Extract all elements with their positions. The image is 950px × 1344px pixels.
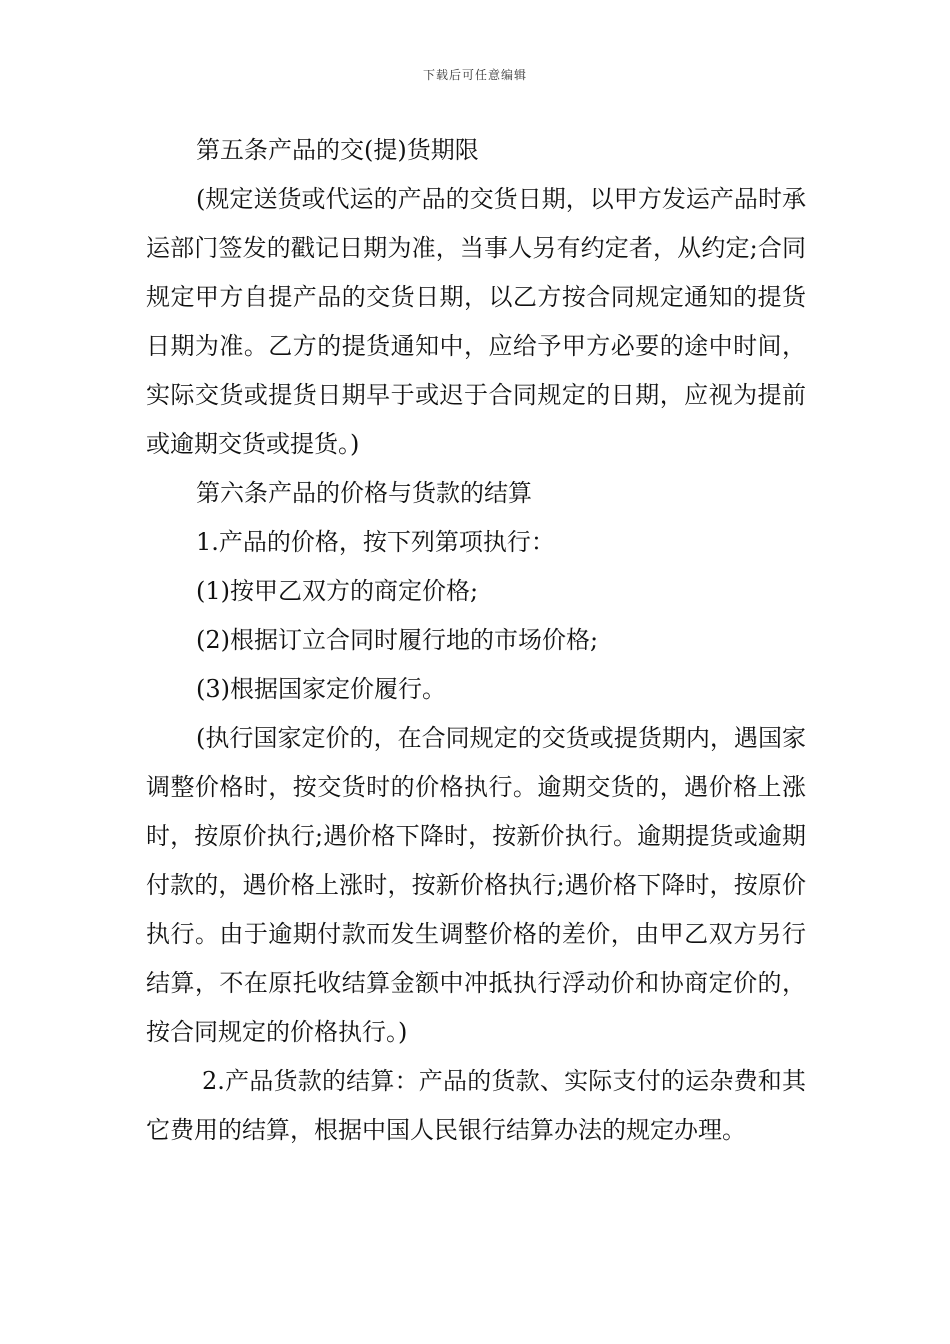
price-clause-heading: 1.产品的价格，按下列第项执行： (196, 528, 555, 556)
article-5-paragraph: (规定送货或代运的产品的交货日期，以甲方发运产品时承运部门签发的戳记日期为准，当事人另有约定者，从约定;合同规定甲方自提产品的交货日期，以乙方按合同规定通知的提货日期为准。乙方的提货通知中，应给予甲方必要的途中时间，实际交货或提货日期早于或迟于合同规定的日期，应视为提前或逾期交货或提货。) (146, 185, 806, 458)
price-option-3: (3)根据国家定价履行。 (196, 675, 446, 703)
document-body (146, 126, 806, 1155)
page-header-note: 下载后可任意编辑 (422, 68, 527, 82)
payment-settlement-paragraph: 2.产品货款的结算：产品的货款、实际支付的运杂费和其它费用的结算，根据中国人民银行结算办法的规定办理。 (146, 1067, 806, 1144)
article-5-heading: 第五条产品的交(提)货期限 (196, 136, 479, 164)
article-6-heading: 第六条产品的价格与货款的结算 (196, 479, 532, 507)
price-option-1: (1)按甲乙双方的商定价格; (196, 577, 479, 605)
state-price-paragraph: (执行国家定价的，在合同规定的交货或提货期内，遇国家调整价格时，按交货时的价格执行。逾期交货的，遇价格上涨时，按原价执行;遇价格下降时，按新价执行。逾期提货或逾期付款的，遇价格上涨时，按新价格执行;遇价格下降时，按原价执行。由于逾期付款而发生调整价格的差价，由甲乙双方另行结算，不在原托收结算金额中冲抵执行浮动价和协商定价的，按合同规定的价格执行。) (146, 724, 806, 1046)
price-option-2: (2)根据订立合同时履行地的市场价格; (196, 626, 599, 654)
